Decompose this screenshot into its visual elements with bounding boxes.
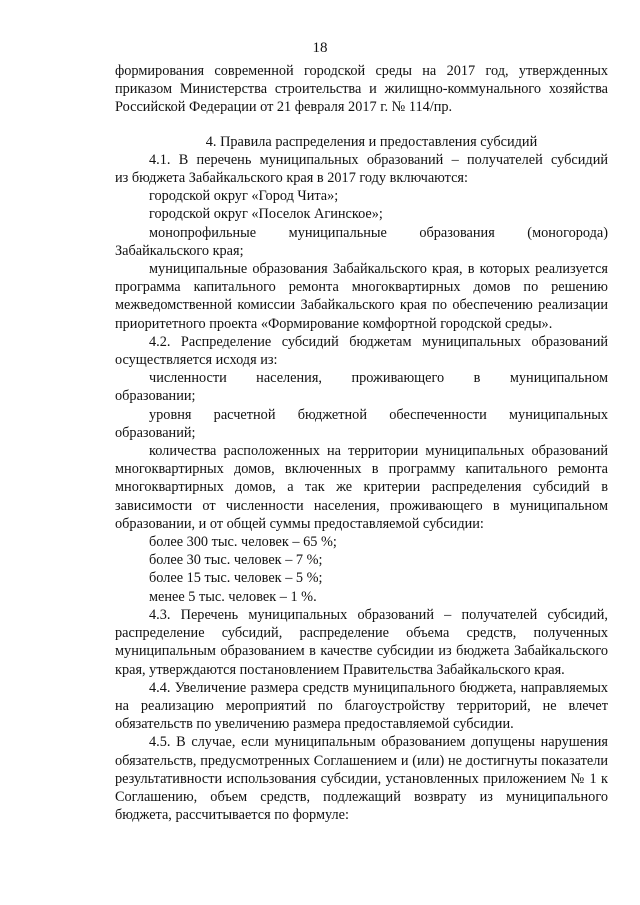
list-item-monotowns-line-2: Забайкальского края;	[115, 242, 244, 259]
list-item-municipalities: муниципальные образования Забайкальского края, в которых реализуется программа капитального ремонта многоквартирных домов по решению межведомственной комиссии Забайкальского края по обеспечению реализации приоритетного проекта «Формирование комфортной городской среды».	[115, 261, 608, 332]
paragraph-intro-line-3: Российской Федерации от 21 февраля 2017 г. № 114/пр.	[115, 99, 453, 116]
paragraph-intro-line-2: приказом Министерства строительства и жилищно-коммунального хозяйства	[115, 81, 608, 98]
criterion-houses: количества расположенных на территории муниципальных образований многоквартирных домов, включенных в программу капитального ремонта многоквартирных домов, а так же критерии распределения субсидий в зависимости от численности населения, проживающего в муниципальном образовании, и от общей суммы предоставляемой субсидии:	[115, 443, 608, 532]
document-body	[115, 62, 608, 824]
threshold-5k: менее 5 тыс. человек – 1 %.	[149, 588, 317, 605]
paragraph-4-5: 4.5. В случае, если муниципальным образованием допущены нарушения обязательств, предусмотренных Соглашением и (или) не достигнуты показатели результативности использования субсидии, установленных приложением № 1 к Соглашению, объем средств, подлежащий возврату из муниципального бюджета, рассчитывается по формуле:	[115, 734, 608, 824]
paragraph-4-1-line-1: 4.1. В перечень муниципальных образований – получателей субсидий	[149, 151, 608, 168]
threshold-30k: более 30 тыс. человек – 7 %;	[149, 552, 323, 569]
threshold-300k: более 300 тыс. человек – 65 %;	[149, 534, 337, 551]
paragraph-4-3: 4.3. Перечень муниципальных образований – получателей субсидий, распределение субсидий, распределение объема средств, полученных муниципальным образованием в качестве субсидии из бюджета Забайкальского края, утверждаются постановлением Правительства Забайкальского края.	[115, 606, 608, 678]
paragraph-4-4: 4.4. Увеличение размера средств муниципального бюджета, направляемых на реализацию мероприятий по благоустройству территорий, не влечет обязательств по увеличению размера предоставляемой субсидии.	[115, 679, 608, 733]
paragraph-4-2-line-1: 4.2. Распределение субсидий бюджетам муниципальных образований	[149, 333, 608, 350]
page-number: 18	[312, 40, 328, 56]
criterion-population-line-1: численности населения, проживающего в муниципальном	[149, 370, 608, 387]
criterion-budget-line-1: уровня расчетной бюджетной обеспеченности муниципальных	[149, 406, 608, 423]
criterion-population-line-2: образовании;	[115, 388, 196, 405]
list-item-monotowns-line-1: монопрофильные муниципальные образования (моногорода)	[149, 224, 608, 241]
criterion-budget-line-2: образований;	[115, 424, 196, 441]
list-item-aginskoe: городской округ «Поселок Агинское»;	[149, 206, 383, 223]
section-heading: 4. Правила распределения и предоставления субсидий	[205, 133, 538, 150]
list-item-chita: городской округ «Город Чита»;	[149, 188, 339, 205]
threshold-15k: более 15 тыс. человек – 5 %;	[149, 570, 323, 587]
paragraph-intro-line-1: формирования современной городской среды на 2017 год, утвержденных	[115, 63, 608, 79]
paragraph-4-2-line-2: осуществляется исходя из:	[115, 352, 278, 369]
paragraph-4-1-line-2: из бюджета Забайкальского края в 2017 году включаются:	[115, 170, 468, 187]
